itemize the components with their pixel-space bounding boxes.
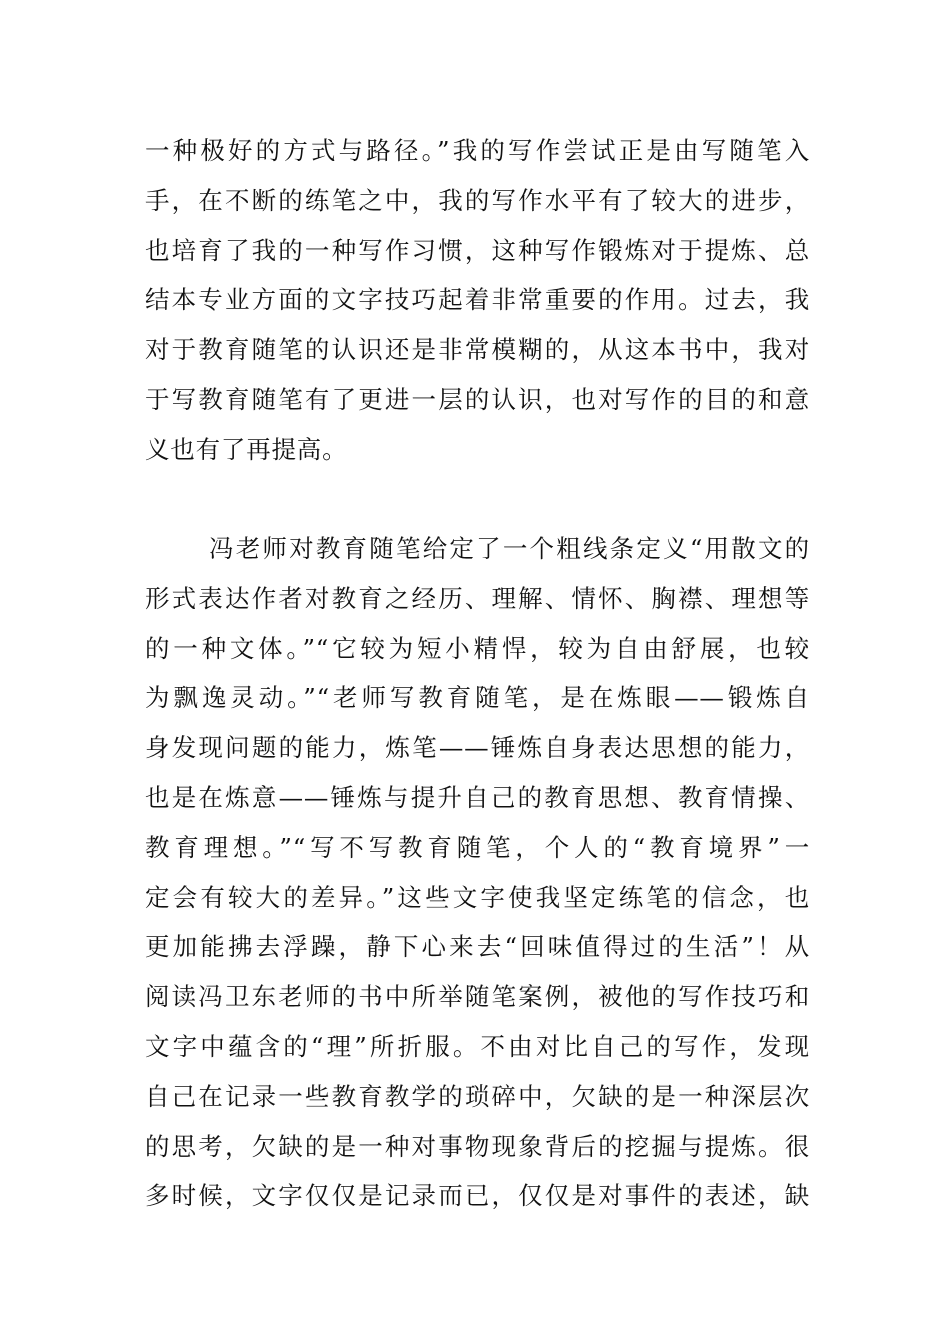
paragraph-line: 文字中蕴含的“理”所折服。不由对比自己的写作，发现 <box>145 1031 810 1061</box>
paragraph-line: 结本专业方面的文字技巧起着非常重要的作用。过去，我 <box>145 285 810 315</box>
paragraph-line: 于写教育随笔有了更进一层的认识，也对写作的目的和意 <box>145 384 810 414</box>
paragraph-line: 自己在记录一些教育教学的琐碎中，欠缺的是一种深层次 <box>145 1081 810 1111</box>
paragraph-line: 冯老师对教育随笔给定了一个粗线条定义“用散文的 <box>209 534 810 563</box>
paragraph-line: 义也有了再提高。 <box>145 434 348 464</box>
paragraph-line: 的一种文体。”“它较为短小精悍，较为自由舒展，也较 <box>145 633 810 663</box>
paragraph-line: 也培育了我的一种写作习惯，这种写作锻炼对于提炼、总 <box>145 235 810 265</box>
paragraph-line: 对于教育随笔的认识还是非常模糊的，从这本书中，我对 <box>145 335 810 365</box>
paragraph-line: 更加能拂去浮躁，静下心来去“回味值得过的生活”！从 <box>145 932 810 962</box>
paragraph-2 <box>145 524 810 1221</box>
paragraph-1 <box>145 126 810 475</box>
paragraph-line: 形式表达作者对教育之经历、理解、情怀、胸襟、理想等 <box>145 583 810 613</box>
paragraph-line: 身发现问题的能力，炼笔——锤炼自身表达思想的能力， <box>145 733 810 763</box>
paragraph-line: 定会有较大的差异。”这些文字使我坚定练笔的信念，也 <box>145 882 810 912</box>
paragraph-line: 多时候，文字仅仅是记录而已，仅仅是对事件的表述，缺 <box>145 1181 810 1211</box>
paragraph-line: 的思考，欠缺的是一种对事物现象背后的挖掘与提炼。很 <box>145 1131 810 1161</box>
paragraph-line: 教育理想。”“写不写教育随笔，个人的“教育境界”一 <box>145 832 810 862</box>
paragraph-line: 一种极好的方式与路径。”我的写作尝试正是由写随笔入 <box>145 136 810 165</box>
paragraph-line: 手，在不断的练笔之中，我的写作水平有了较大的进步， <box>145 185 810 215</box>
paragraph-line: 阅读冯卫东老师的书中所举随笔案例，被他的写作技巧和 <box>145 982 810 1012</box>
paragraph-line: 也是在炼意——锤炼与提升自己的教育思想、教育情操、 <box>145 782 810 812</box>
paragraph-line: 为飘逸灵动。”“老师写教育随笔，是在炼眼——锻炼自 <box>145 683 810 713</box>
